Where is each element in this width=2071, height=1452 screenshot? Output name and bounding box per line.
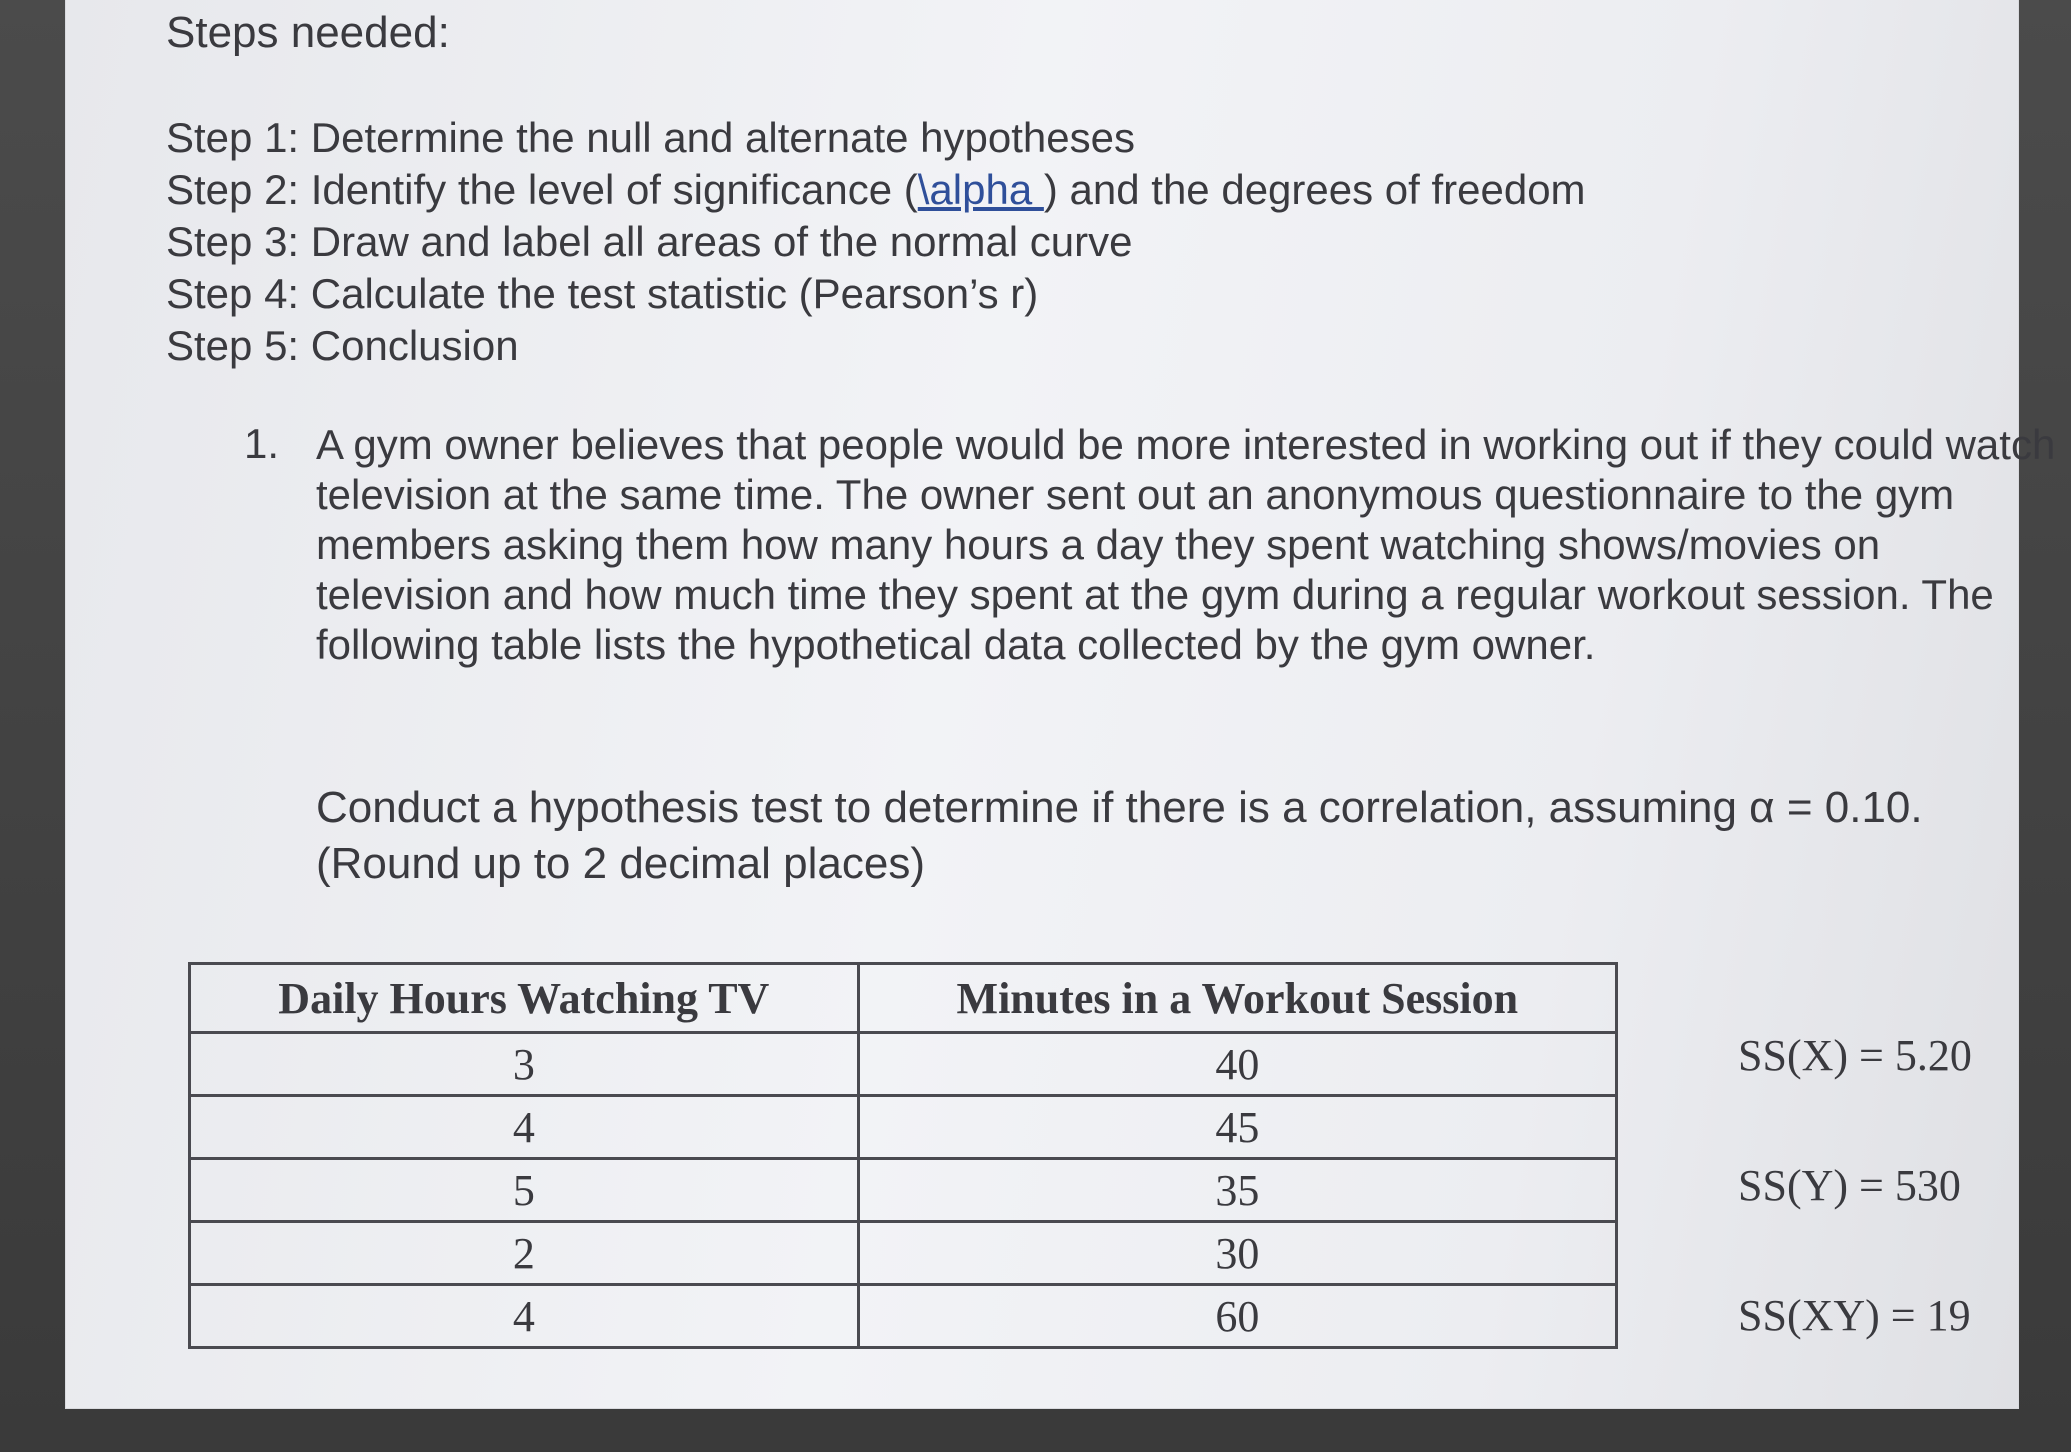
step-4: Step 4: Calculate the test statistic (Pearson’s r) xyxy=(166,270,1039,317)
cell-workout-minutes: 45 xyxy=(858,1096,1616,1159)
step-2: Step 2: Identify the level of significance (\alpha ) and the degrees of freedom xyxy=(166,166,1586,213)
task-instructions xyxy=(316,780,2016,892)
step-3: Step 3: Draw and label all areas of the normal curve xyxy=(166,218,1133,265)
problem-number: 1. xyxy=(244,420,280,467)
cell-tv-hours: 5 xyxy=(190,1159,859,1222)
step-5: Step 5: Conclusion xyxy=(166,322,519,369)
ss-xy-value: SS(XY) = 19 xyxy=(1738,1291,1971,1340)
cell-workout-minutes: 60 xyxy=(858,1285,1616,1348)
cell-tv-hours: 2 xyxy=(190,1222,859,1285)
cell-tv-hours: 3 xyxy=(190,1033,859,1096)
alpha-link[interactable]: \alpha xyxy=(917,166,1044,213)
problem-text: A gym owner believes that people would be more interested in working out if they could watch television at the same time. The owner sent out an anonymous questionnaire to the gym members asking them how many hours a day they spent watching shows/movies on television and how much time they spent at the gym during a regular workout session. The following table lists the hypothetical data collected by the gym owner. xyxy=(316,421,2056,668)
column-header-workout-minutes: Minutes in a Workout Session xyxy=(858,964,1616,1033)
document-page xyxy=(66,0,2056,1408)
table-row xyxy=(190,1033,1617,1096)
cell-workout-minutes: 35 xyxy=(858,1159,1616,1222)
ss-x-value: SS(X) = 5.20 xyxy=(1738,1031,1972,1080)
column-header-tv-hours: Daily Hours Watching TV xyxy=(190,964,859,1033)
table-row xyxy=(190,1159,1617,1222)
cell-tv-hours: 4 xyxy=(190,1096,859,1159)
ss-y-value: SS(Y) = 530 xyxy=(1738,1161,1961,1210)
table-row xyxy=(190,1096,1617,1159)
steps-heading: Steps needed: xyxy=(166,8,450,57)
step-list xyxy=(166,112,1586,372)
task-line-2: (Round up to 2 decimal places) xyxy=(316,839,925,888)
table-header-row xyxy=(190,964,1617,1033)
cell-workout-minutes: 40 xyxy=(858,1033,1616,1096)
data-table xyxy=(188,962,1618,1349)
task-line-1: Conduct a hypothesis test to determine if there is a correlation, assuming α = 0.10. xyxy=(316,783,1923,832)
step-1: Step 1: Determine the null and alternate hypotheses xyxy=(166,114,1135,161)
table-row xyxy=(190,1285,1617,1348)
cell-tv-hours: 4 xyxy=(190,1285,859,1348)
cell-workout-minutes: 30 xyxy=(858,1222,1616,1285)
table-row xyxy=(190,1222,1617,1285)
